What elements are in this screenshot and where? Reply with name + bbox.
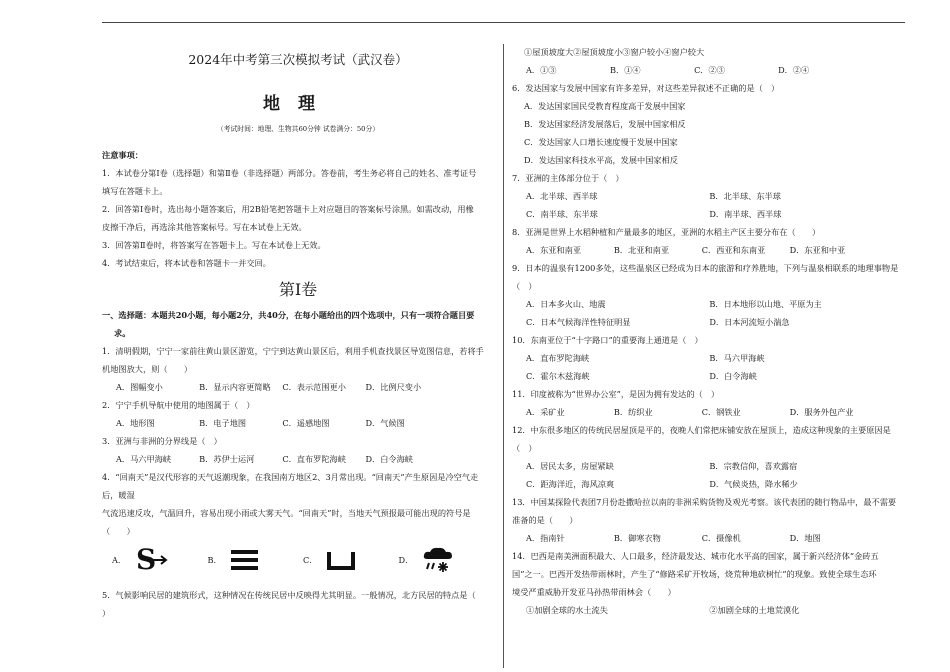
question-4-cont: （ ） [102, 526, 135, 536]
question-8-options [512, 241, 908, 259]
option: C．西亚和东南亚 [701, 245, 766, 255]
question-13-options [512, 529, 908, 547]
part-one-heading: 第Ⅰ卷 [278, 280, 318, 299]
question-3-options [102, 450, 494, 468]
option: B．电子地图 [199, 418, 247, 428]
option: D．东亚和中亚 [789, 245, 846, 255]
question-9-cont: （ ） [512, 281, 537, 291]
option: B．宗教信仰，喜欢露宿 [709, 461, 798, 471]
question-6: 6．发达国家与发展中国家有许多差异，对这些差异叙述不正确的是（ ） [512, 83, 780, 93]
option: D．地图 [789, 533, 821, 543]
notice-line: 1．本试卷分第Ⅰ卷（选择题）和第Ⅱ卷（非选择题）两部分。答卷前，考生务必将自己的姓名、准考证号 [102, 168, 477, 178]
option: C．遥感地图 [282, 418, 330, 428]
question-7-options [512, 187, 908, 223]
option: A．指南针 [526, 533, 565, 543]
question-5-cont: ） [102, 608, 111, 618]
subject-title: 地理 [263, 94, 333, 114]
option: B．马六甲海峡 [709, 353, 765, 363]
option: A．图幅变小 [116, 382, 163, 392]
question-1-options [102, 378, 494, 396]
option: B．北亚和南亚 [613, 245, 670, 255]
option: A．居民太多，房屋紧缺 [526, 461, 614, 471]
rain-snow-symbol-icon [421, 545, 455, 575]
option-label: C． [303, 555, 318, 565]
question-3: 3．亚洲与非洲的分界线是（ ） [102, 436, 222, 446]
option: A．地形图 [116, 418, 155, 428]
option: A．发达国家国民受教育程度高于发展中国家 [524, 101, 686, 111]
option: A．东亚和南亚 [526, 245, 582, 255]
option: A．马六甲海峡 [116, 454, 172, 464]
question-2-options [102, 414, 494, 432]
notice-line: 皮擦干净后，再选涂其他答案标号。写在本试卷上无效。 [102, 222, 307, 232]
column-divider [503, 44, 504, 668]
left-column [102, 50, 494, 622]
option-label: A． [112, 555, 127, 565]
question-11-options [512, 403, 908, 421]
option: C．表示范围更小 [282, 382, 346, 392]
section-instructions-cont: 求。 [114, 328, 131, 338]
question-1-cont: 机地图放大，则（ ） [102, 364, 193, 374]
question-5-options [512, 61, 908, 79]
option: B．北半球、东半球 [709, 191, 781, 201]
option-a [112, 545, 208, 575]
option: B．御寒衣物 [613, 533, 661, 543]
question-5-items: ①屋顶坡度大②屋顶坡度小③窗户较小④窗户较大 [524, 47, 705, 57]
option: B．显示内容更简略 [199, 382, 271, 392]
question-4-options [102, 540, 494, 580]
question-11: 11．印度被称为“世界办公室”，是因为拥有发达的（ ） [512, 389, 720, 399]
question-13: 13．中国某探险代表团7月份赴撒哈拉以南的非洲采购货物及观光考察。该代表团的随行物品中，最不需要 [512, 497, 897, 507]
question-13-cont: 准备的是（ ） [512, 515, 578, 525]
option: B．日本地形以山地、平原为主 [709, 299, 822, 309]
question-1: 1．清明假期，宁宁一家前往黄山景区游览，宁宁到达黄山景区后，利用手机查找景区导览图信息，若将手 [102, 346, 484, 356]
right-column [512, 43, 908, 619]
option: B．①④ [610, 65, 641, 75]
option-d [399, 545, 495, 575]
option: A．①③ [526, 65, 557, 75]
option: D．白令海峡 [709, 371, 757, 381]
question-7: 7．亚洲的主体部分位于（ ） [512, 173, 624, 183]
svg-text:S: S [136, 545, 157, 575]
fog-symbol-icon [230, 547, 260, 573]
option: C．钢铁业 [701, 407, 741, 417]
option: C．距海洋近，海风凉爽 [526, 479, 615, 489]
option-label: D． [398, 555, 414, 565]
exam-title: 2024年中考第三次模拟考试（武汉卷） [188, 52, 408, 67]
question-4-cont: 气流迅速反攻，气温回升，容易出现小雨或大雾天气。“回南天”时，当地天气预报最可能出现的符号是 [102, 508, 471, 518]
option: C．日本气候海洋性特征明显 [526, 317, 631, 327]
option: C．摄像机 [701, 533, 741, 543]
option: B．发达国家经济发展落后，发展中国家相反 [524, 119, 686, 129]
option: C．直布罗陀海峡 [282, 454, 346, 464]
question-10-options [512, 349, 908, 385]
option-label: B． [207, 555, 222, 565]
question-9-options [512, 295, 908, 331]
exam-meta: （考试时间：地理、生物共60分钟 试卷满分：50分） [216, 125, 380, 133]
sandstorm-symbol-icon [325, 548, 357, 572]
option: D．发达国家科技水平高，发展中国家相反 [524, 155, 678, 165]
option: D．日本河流短小湍急 [709, 317, 790, 327]
question-14: 14．巴西是南美洲面积最大、人口最多，经济最发达、城市化水平高的国家，属于新兴经济体“金砖五 [512, 551, 879, 561]
question-14-items [512, 601, 908, 619]
option: A．北半球、西半球 [526, 191, 598, 201]
question-9: 9．日本的温泉有1200多处，这些温泉区已经成为日本的旅游和疗养胜地，下列与温泉相联系的地理事物是 [512, 263, 899, 273]
question-5: 5．气候影响民居的建筑形式，这种情况在传统民居中反映得尤其明显。一般情况，北方民居的特点是（ [102, 590, 476, 600]
option: A．日本多火山、地震 [526, 299, 606, 309]
option: B．纺织业 [613, 407, 653, 417]
question-12: 12．中东很多地区的传统民居屋顶是平的，夜晚人们常把床铺安放在屋顶上，造成这种现象的主要原因是 [512, 425, 891, 435]
question-12-options [512, 457, 908, 493]
question-8: 8．亚洲是世界上水稻种植和产量最多的地区，亚洲的水稻主产区主要分布在（ ） [512, 227, 821, 237]
option: D．比例尺变小 [365, 382, 422, 392]
option: B．苏伊士运河 [199, 454, 255, 464]
notice-line: 3．回答第Ⅱ卷时，将答案写在答题卡上。写在本试卷上无效。 [102, 240, 326, 250]
option-b [208, 547, 304, 573]
notice-heading: 注意事项： [102, 150, 143, 160]
option: A．采矿业 [526, 407, 565, 417]
top-rule [102, 22, 905, 23]
question-2: 2．宁宁手机导航中使用的地图属于（ ） [102, 400, 255, 410]
question-10: 10．东南亚位于“十字路口”的重要海上通道是（ ） [512, 335, 703, 345]
option: C．发达国家人口增长速度慢于发展中国家 [524, 137, 678, 147]
statement: ①加剧全球的水土流失 [526, 605, 608, 615]
option: D．服务外包产业 [789, 407, 854, 417]
notice-line: 4．考试结束后，将本试卷和答题卡一并交回。 [102, 258, 271, 268]
question-12-cont: （ ） [512, 443, 537, 453]
notice-line: 填写在答题卡上。 [102, 186, 168, 196]
option: C．霍尔木兹海峡 [526, 371, 590, 381]
option: A．直布罗陀海峡 [526, 353, 590, 363]
option: C．南半球、东半球 [526, 209, 598, 219]
option: C．②③ [694, 65, 725, 75]
wind-symbol-icon [134, 545, 168, 575]
option: D．南半球、西半球 [709, 209, 782, 219]
option: D．气候炎热，降水稀少 [709, 479, 798, 489]
question-4: 4．“回南天”是汉代形容的天气返潮现象，在我国南方地区2、3月常出现。“回南天”产生原因是冷空气走后，暖湿 [102, 472, 479, 500]
option: D．②④ [778, 65, 810, 75]
question-14-cont: 国”之一。巴西开发热带雨林时，产生了“修路采矿开牧场，烧荒种地砍树忙”的现象。致使全球生态环 [512, 569, 877, 579]
question-14-cont: 境受严重威胁开发亚马孙热带雨林会（ ） [512, 587, 676, 597]
statement: ②加剧全球的土地荒漠化 [709, 605, 800, 615]
notice-line: 2．回答第Ⅰ卷时，选出每小题答案后，用2B铅笔把答题卡上对应题目的答案标号涂黑。如需改动，用橡 [102, 204, 474, 214]
option-c [303, 548, 399, 572]
option: D．气候图 [365, 418, 405, 428]
option: D．白令海峡 [365, 454, 413, 464]
section-instructions: 一、选择题：本题共20小题，每小题2分，共40分，在每小题给出的四个选项中，只有一项符合题目要 [102, 310, 475, 320]
